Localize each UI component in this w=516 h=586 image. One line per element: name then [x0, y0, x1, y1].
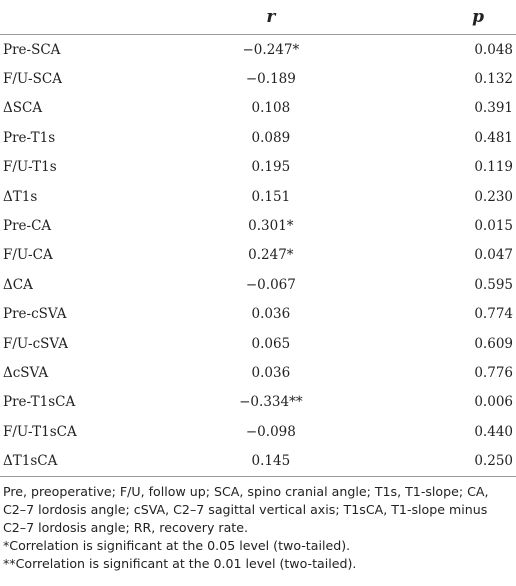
table-row: [0, 182, 516, 211]
table-row: [0, 388, 516, 417]
row-label: F/U-T1s: [3, 159, 57, 176]
p-value: 0.119: [474, 159, 513, 176]
p-value: 0.774: [474, 306, 513, 323]
row-label: Pre-CA: [3, 218, 52, 235]
r-value: 0.108: [251, 100, 291, 117]
row-label: ΔCA: [3, 276, 33, 293]
p-value: 0.440: [474, 423, 513, 440]
table-row: [0, 300, 516, 329]
r-value: 0.036: [251, 306, 291, 323]
table-row: [0, 94, 516, 123]
row-label: ΔT1sCA: [0, 446, 191, 476]
p-value: 0.776: [474, 364, 513, 381]
table-row: [0, 446, 516, 476]
r-value: −0.247*: [242, 41, 300, 58]
r-value: 0.036: [251, 364, 291, 381]
row-label: Pre-cSVA: [3, 306, 67, 323]
r-value: 0.247*: [248, 247, 294, 264]
p-value: 0.047: [474, 247, 513, 264]
p-value: 0.048: [474, 41, 513, 58]
r-value: 0.065: [251, 335, 291, 352]
p-value: 0.015: [474, 218, 513, 235]
p-value: 0.132: [474, 71, 513, 88]
table-row: [0, 64, 516, 93]
header-p: p: [351, 0, 516, 35]
table-row: [0, 329, 516, 358]
r-value: −0.334**: [239, 394, 303, 411]
row-label: F/U-cSVA: [3, 335, 69, 352]
p-value: 0.609: [474, 335, 513, 352]
footnote-single-star: *Correlation is significant at the 0.05 level (two-tailed).: [3, 538, 351, 553]
r-value: −0.189: [245, 71, 296, 88]
row-label: F/U-SCA: [3, 71, 62, 88]
p-value: 0.481: [474, 129, 513, 146]
r-value: 0.089: [251, 129, 291, 146]
row-label: Pre-T1s: [3, 129, 56, 146]
row-label: F/U-T1sCA: [3, 423, 77, 440]
table-row: [0, 123, 516, 152]
table-row: [0, 211, 516, 240]
footnote-abbreviations: Pre, preoperative; F/U, follow up; SCA, spino cranial angle; T1s, T1-slope; CA, C2–7 lordosis angle; cSVA, C2–7 sagittal vertical axis; T1sCA, T1-slope minus C2–7 lordosis angle; RR, recovery rate.: [3, 484, 489, 535]
p-value: 0.391: [474, 100, 513, 117]
row-label: Pre-T1sCA: [3, 394, 76, 411]
table-footnotes: [3, 483, 511, 573]
p-value: 0.250: [351, 446, 516, 476]
row-label: ΔcSVA: [3, 364, 49, 381]
r-value: 0.301*: [248, 218, 294, 235]
row-label: Pre-SCA: [3, 41, 61, 58]
row-label: ΔT1s: [3, 188, 38, 205]
table-row: [0, 417, 516, 446]
header-r: r: [191, 0, 351, 35]
r-value: −0.067: [245, 276, 296, 293]
header-label: [0, 0, 191, 35]
table-row: [0, 153, 516, 182]
p-value: 0.006: [474, 394, 513, 411]
table-body: [0, 35, 516, 477]
table-row: [0, 270, 516, 299]
p-value: 0.230: [474, 188, 513, 205]
r-value: −0.098: [245, 423, 296, 440]
table-row: [0, 241, 516, 270]
p-value: 0.595: [474, 276, 513, 293]
r-value: 0.145: [191, 446, 351, 476]
header-row: [0, 0, 516, 35]
row-label: ΔSCA: [3, 100, 43, 117]
row-label: F/U-CA: [3, 247, 53, 264]
table-row: [0, 358, 516, 387]
table-header: [0, 0, 516, 35]
r-value: 0.195: [251, 159, 291, 176]
footnote-double-star: **Correlation is significant at the 0.01 level (two-tailed).: [3, 556, 357, 571]
table-row: [0, 35, 516, 65]
r-value: 0.151: [251, 188, 291, 205]
